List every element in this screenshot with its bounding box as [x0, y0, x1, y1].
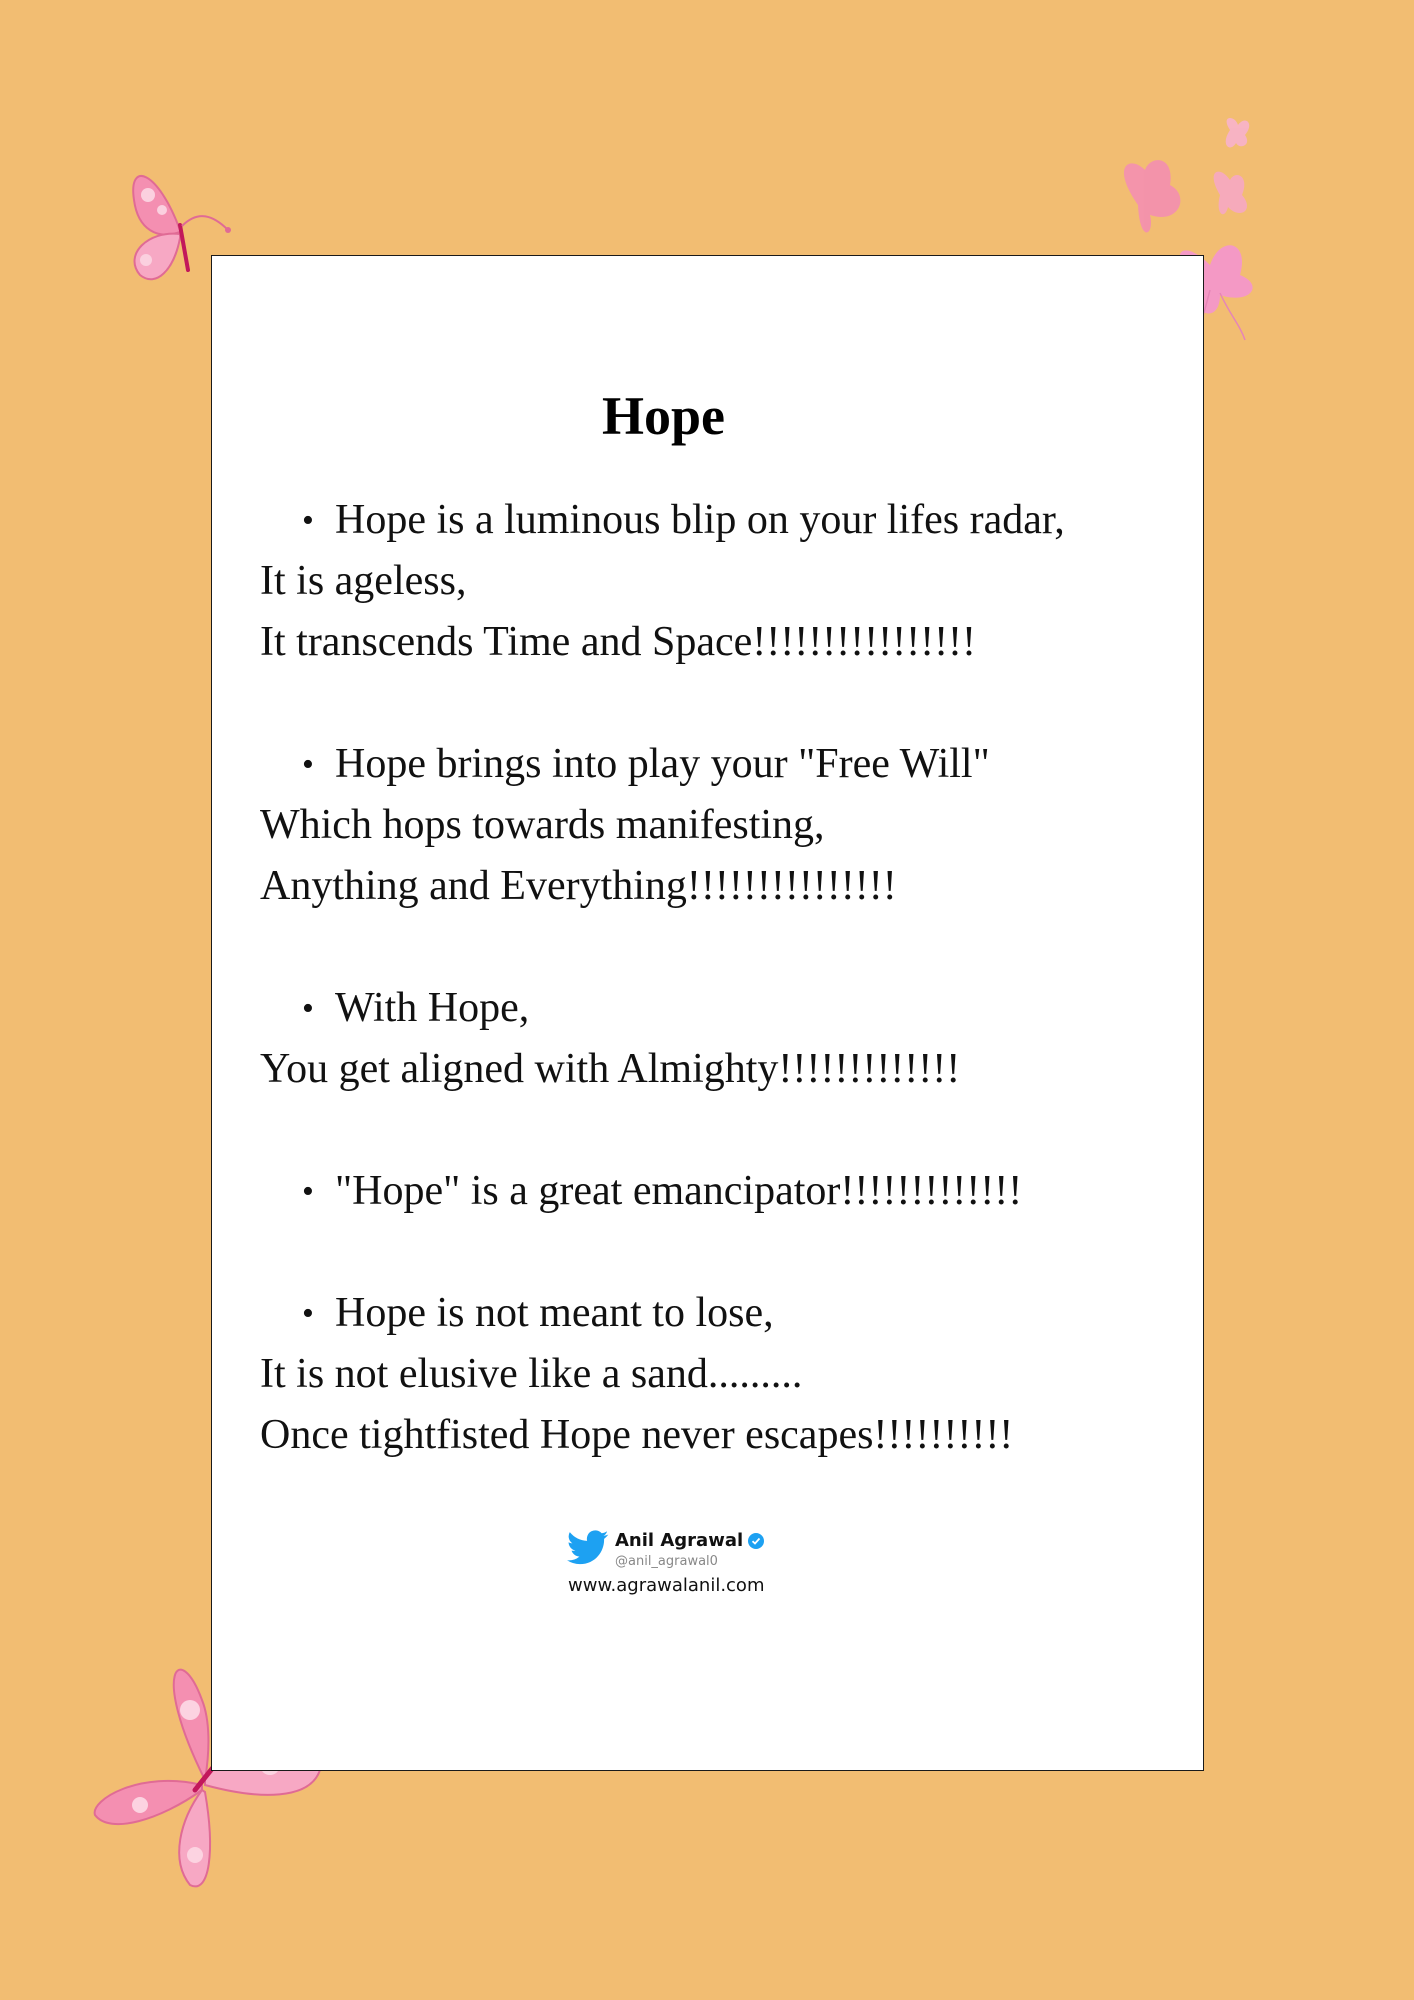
author-handle: @anil_agrawal0 [615, 1554, 718, 1569]
twitter-bird-icon [567, 1530, 609, 1566]
poem-stanza [260, 1283, 1180, 1466]
poem-line: Once tightfisted Hope never escapes!!!!!!!!!! [260, 1412, 1014, 1458]
poem-line: Anything and Everything!!!!!!!!!!!!!!! [260, 863, 897, 909]
poem-bullet-line [260, 490, 1180, 551]
poem-line: Which hops towards manifesting, [260, 802, 825, 848]
author-website: www.agrawalanil.com [568, 1575, 765, 1596]
bullet-icon: • [302, 746, 314, 783]
poem-stanza [260, 1161, 1180, 1222]
poem-line: It is ageless, [260, 558, 467, 604]
poem-bullet-line [260, 1283, 1180, 1344]
bullet-icon: • [302, 990, 314, 1027]
poem-line: It transcends Time and Space!!!!!!!!!!!!!!!! [260, 619, 977, 665]
author-signature [567, 1530, 787, 1596]
poem-bullet-line [260, 734, 1180, 795]
poem-stanza [260, 490, 1180, 673]
bullet-icon: • [302, 502, 314, 539]
poem-line: Hope brings into play your "Free Will" [335, 741, 990, 787]
poem-line: Hope is a luminous blip on your lifes radar, [335, 497, 1065, 543]
poem-line: With Hope, [335, 985, 530, 1031]
poem-line: Hope is not meant to lose, [335, 1290, 774, 1336]
poem-stanza [260, 978, 1180, 1100]
poem-bullet-line [260, 1161, 1180, 1222]
poem-bullet-line [260, 978, 1180, 1039]
author-name: Anil Agrawal [615, 1530, 744, 1551]
bullet-icon: • [302, 1173, 314, 1210]
bullet-icon: • [302, 1295, 314, 1332]
poem-stanza [260, 734, 1180, 917]
poem-title: Hope [601, 386, 725, 446]
poem-body [260, 490, 1180, 1527]
poem-line: It is not elusive like a sand......... [260, 1351, 803, 1397]
verified-badge-icon [748, 1533, 764, 1549]
poem-line: "Hope" is a great emancipator!!!!!!!!!!!!! [335, 1168, 1023, 1214]
poem-line: You get aligned with Almighty!!!!!!!!!!!!! [260, 1046, 961, 1092]
